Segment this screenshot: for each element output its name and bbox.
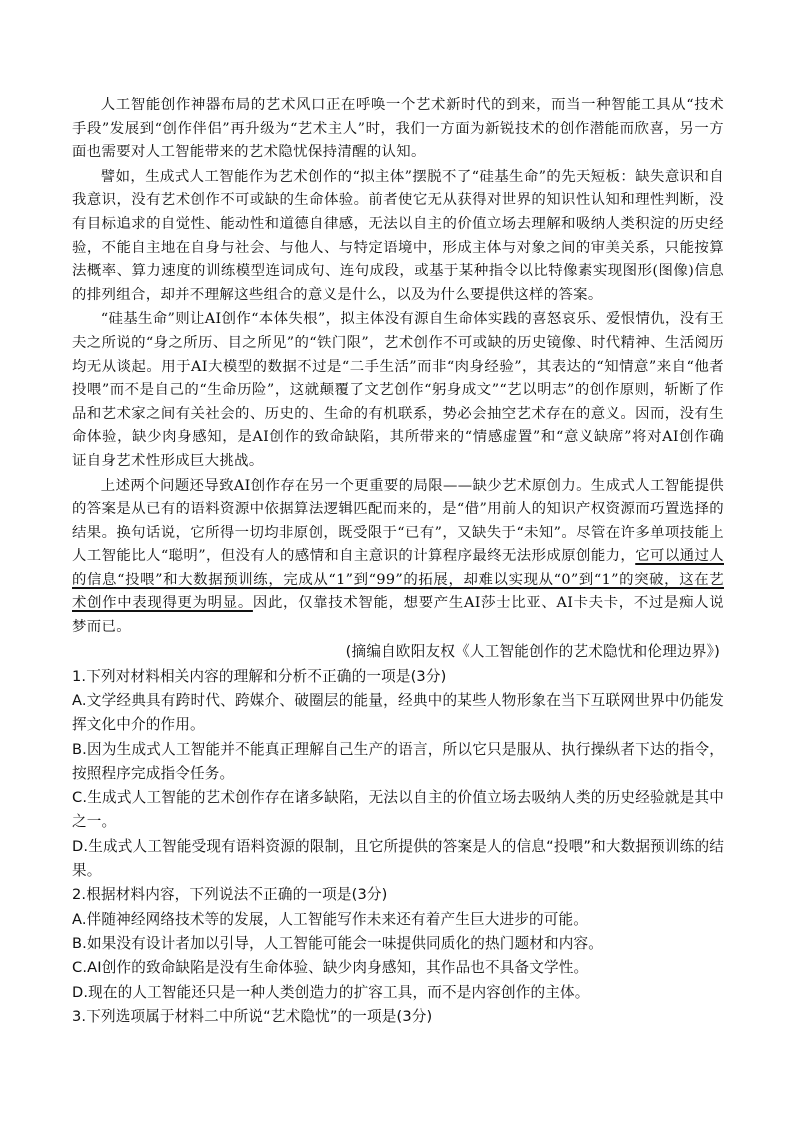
option-b[interactable]: B.因为生成式人工智能并不能真正理解自己生产的语言，所以它只是服从、执行操纵者下达的指令，按照程序完成指令任务。 bbox=[72, 740, 724, 782]
question-2 bbox=[72, 883, 724, 1004]
reading-passage bbox=[72, 94, 724, 640]
passage-paragraph-1: 人工智能创作神器布局的艺术风口正在呼唤一个艺术新时代的到来，而当一种智能工具从“技术手段”发展到“创作伴侣”再升级为“艺术主人”时，我们一方面为新锐技术的创作潜能而欣喜，另一方面也需要对人工智能带来的艺术隐忧保持清醒的认知。 bbox=[72, 97, 724, 161]
option-a[interactable]: A.文学经典具有跨时代、跨媒介、破圈层的能量，经典中的某些人物形象在当下互联网世界中仍能发挥文化中介的作用。 bbox=[72, 691, 724, 734]
option-c[interactable]: C.生成式人工智能的艺术创作存在诸多缺陷，无法以自主的价值立场去吸纳人类的历史经验就是其中之一。 bbox=[72, 789, 724, 831]
passage-source-citation: (摘编自欧阳友权《人工智能创作的艺术隐忧和伦理边界》) bbox=[345, 642, 720, 660]
question-1 bbox=[72, 665, 724, 884]
paragraph-4-text-after: 因此，仅靠技术智能，想要产生AI莎士比亚、AI卡夫卡，不过是痴人说梦而已。 bbox=[72, 595, 724, 636]
option-a[interactable]: A.伴随神经网络技术等的发展，人工智能写作未来还有着产生巨大进步的可能。 bbox=[72, 910, 588, 928]
question-stem: 3.下列选项属于材料二中所说“艺术隐忧”的一项是(3分) bbox=[72, 1007, 433, 1025]
question-list bbox=[72, 665, 724, 1029]
passage-paragraph-2: 譬如，生成式人工智能作为艺术创作的“拟主体”摆脱不了“硅基生命”的先天短板：缺失意识和自我意识，没有艺术创作不可或缺的生命体验。前者使它无从获得对世界的知识性认知和理性判断，没有目标追求的自觉性、能动性和道德自律感，无法以自主的价值立场去理解和吸纳人类积淀的历史经验，不能自主地在自身与社会、与他人、与特定语境中，形成主体与对象之间的审美关系，只能按算法概率、算力速度的训练模型连词成句、连句成段，或基于某种指令以比特像素实现图形(图像)信息的排列组合，却并不理解这些组合的意义是什么，以及为什么要提供这样的答案。 bbox=[72, 168, 724, 303]
passage-paragraph-4 bbox=[72, 475, 724, 640]
option-d[interactable]: D.现在的人工智能还只是一种人类创造力的扩容工具，而不是内容创作的主体。 bbox=[72, 983, 590, 1001]
passage-paragraph-3: “硅基生命”则让AI创作“本体失根”，拟主体没有源自生命体实践的喜怒哀乐、爱恨情仇，没有王夫之所说的“身之所历、目之所见”的“铁门限”，艺术创作不可或缺的历史镜像、时代精神、生活阅历均无从谈起。用于AI大模型的数据不过是“二手生活”而非“肉身经验”，其表达的“知情意”来自“他者投喂”而不是自己的“生命历险”，这就颠覆了文艺创作“躬身成文”“艺以明志”的创作原则，斩断了作品和艺术家之间有关社会的、历史的、生命的有机联系，势必会抽空艺术存在的意义。因而，没有生命体验，缺少肉身感知，是AI创作的致命缺陷，其所带来的“情感虚置”和“意义缺席”将对AI创作确证自身艺术性形成巨大挑战。 bbox=[72, 311, 724, 469]
underlined-sentence: 它可以通过人的信息“投喂”和大数据预训练，完成从“1”到“99”的拓展，却难以实现从“0”到“1”的突破，这在艺术创作中表现得更为明显。 bbox=[72, 548, 724, 612]
option-b[interactable]: B.如果没有设计者加以引导，人工智能可能会一味提供同质化的热门题材和内容。 bbox=[72, 934, 603, 952]
exam-page bbox=[72, 94, 724, 1029]
option-d[interactable]: D.生成式人工智能受现有语料资源的限制，且它所提供的答案是人的信息“投喂”和大数据预训练的结果。 bbox=[72, 837, 724, 880]
question-stem: 1.下列对材料相关内容的理解和分析不正确的一项是(3分) bbox=[72, 667, 447, 685]
question-stem: 2.根据材料内容，下列说法不正确的一项是(3分) bbox=[72, 886, 388, 904]
question-3 bbox=[72, 1005, 724, 1029]
option-c[interactable]: C.AI创作的致命缺陷是没有生命体验、缺少肉身感知，其作品也不具备文学性。 bbox=[72, 959, 589, 977]
paragraph-4-text-before: 上述两个问题还导致AI创作存在另一个更重要的局限——缺少艺术原创力。生成式人工智能提供的答案是从已有的语料资源中依据算法逻辑匹配而来的，是“借”用前人的知识产权资源而巧置选择的结果。换句话说，它所得一切均非原创，既受限于“已有”，又缺失于“未知”。尽管在许多单项技能上人工智能比人“聪明”，但没有人的感情和自主意识的计算程序最终无法形成原创能力， bbox=[72, 477, 724, 565]
